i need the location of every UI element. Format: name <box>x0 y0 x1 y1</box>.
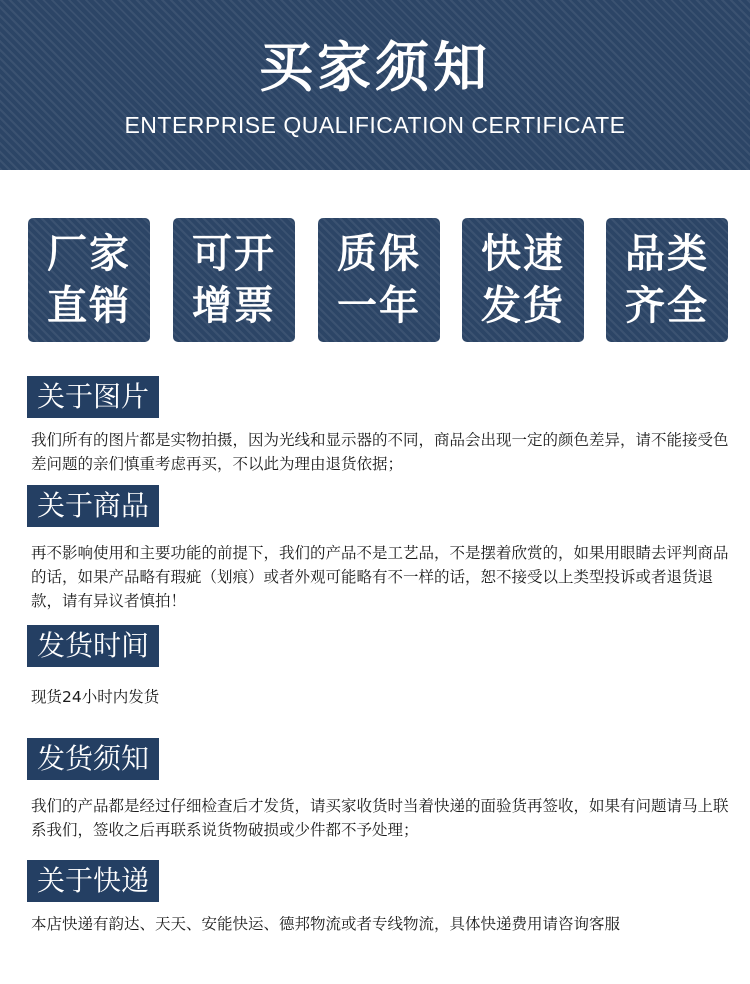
section-title-shipping-notice: 发货须知 <box>27 738 159 780</box>
page-title: 买家须知 <box>259 36 491 99</box>
section-body-shipping-notice: 我们的产品都是经过仔细检查后才发货，请买家收货时当着快递的面验货再签收，如果有问题请马上联系我们，签收之后再联系说货物破损或少件都不予处理； <box>31 797 729 839</box>
section-title-about-courier: 关于快递 <box>27 860 159 902</box>
feature-tile-line1: 品类 <box>625 231 709 277</box>
feature-tile-line1: 厂家 <box>47 231 131 277</box>
feature-tile-warranty <box>318 218 440 342</box>
section-body-about-images: 我们所有的图片都是实物拍摄，因为光线和显示器的不同，商品会出现一定的颜色差异，请不能接受色差问题的亲们慎重考虑再买，不以此为理由退货依据； <box>31 431 729 473</box>
header-banner <box>0 0 750 170</box>
feature-tile-invoice <box>173 218 295 342</box>
feature-tile-line1: 质保 <box>337 231 421 277</box>
feature-tile-line2: 直销 <box>47 283 131 329</box>
feature-tile-line1: 快速 <box>481 231 565 277</box>
section-title-shipping-time: 发货时间 <box>27 625 159 667</box>
section-body-about-courier: 本店快递有韵达、天天、安能快运、德邦物流或者专线物流，具体快递费用请咨询客服 <box>31 915 621 933</box>
feature-tile-line1: 可开 <box>192 231 276 277</box>
feature-tile-line2: 齐全 <box>625 283 709 329</box>
feature-tile-factory-direct <box>28 218 150 342</box>
section-body-about-products: 再不影响使用和主要功能的前提下，我们的产品不是工艺品，不是摆着欣赏的，如果用眼睛去评判商品的话，如果产品略有瑕疵（划痕）或者外观可能略有不一样的话，恕不接受以上类型投诉或者退货退款，请有异议者慎拍！ <box>31 544 729 610</box>
feature-tile-line2: 增票 <box>192 283 276 329</box>
section-body-shipping-time: 现货24小时内发货 <box>31 688 160 706</box>
feature-tile-full-range <box>606 218 728 342</box>
feature-tiles <box>0 218 750 342</box>
page-subtitle: ENTERPRISE QUALIFICATION CERTIFICATE <box>124 112 626 138</box>
feature-tile-fast-shipping <box>462 218 584 342</box>
feature-tile-line2: 发货 <box>481 283 565 329</box>
section-title-about-images: 关于图片 <box>27 376 159 418</box>
section-title-about-products: 关于商品 <box>27 485 159 527</box>
feature-tile-line2: 一年 <box>337 283 421 329</box>
